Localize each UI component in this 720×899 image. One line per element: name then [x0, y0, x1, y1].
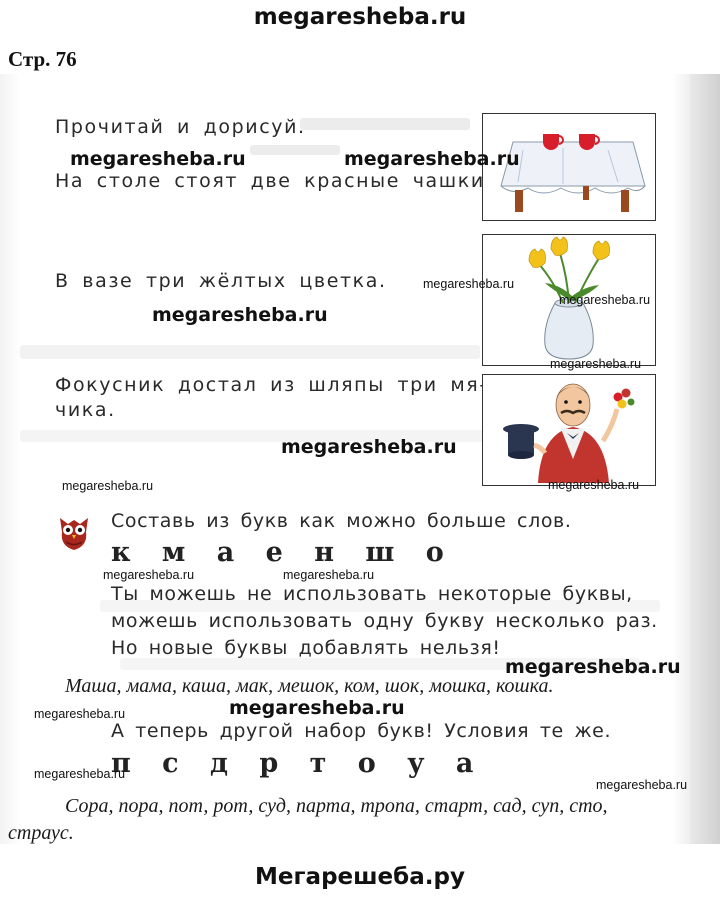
- watermark: megaresheba.ru: [229, 697, 405, 719]
- task1-sentence-magician-cont: чика.: [55, 399, 116, 421]
- watermark: megaresheba.ru: [550, 357, 642, 371]
- task2-rule-2: можешь использовать одну букву несколько раз.: [111, 610, 658, 632]
- task1-instruction: Прочитай и дорисуй.: [55, 116, 306, 138]
- task2-rule-1: Ты можешь не использовать некоторые буквы,: [111, 583, 633, 605]
- site-footer: Мегарешеба.ру: [255, 864, 465, 890]
- watermark: megaresheba.ru: [70, 148, 246, 170]
- task1-sentence-magician: Фокусник достал из шляпы три мя-: [55, 374, 488, 396]
- magician-picture: [482, 374, 656, 486]
- watermark: megaresheba.ru: [548, 478, 640, 492]
- watermark: megaresheba.ru: [62, 479, 154, 493]
- watermark: megaresheba.ru: [152, 304, 328, 326]
- watermark: megaresheba.ru: [283, 568, 375, 582]
- watermark: megaresheba.ru: [344, 148, 520, 170]
- page-label: Стр. 76: [8, 47, 77, 71]
- bleed-mark: [250, 145, 340, 155]
- watermark: megaresheba.ru: [559, 293, 651, 307]
- watermark: megaresheba.ru: [423, 277, 515, 291]
- page-shadow: [690, 74, 720, 844]
- watermark: megaresheba.ru: [596, 778, 688, 792]
- watermark: megaresheba.ru: [34, 707, 126, 721]
- owl-icon: [56, 512, 92, 552]
- task1-sentence-cups: На столе стоят две красные чашки.: [55, 170, 493, 192]
- watermark: megaresheba.ru: [103, 568, 195, 582]
- bleed-mark: [300, 118, 470, 130]
- answer-set-2-line2: страус.: [8, 822, 74, 844]
- watermark: megaresheba.ru: [281, 436, 457, 458]
- watermark: megaresheba.ru: [505, 656, 681, 678]
- letter-set-2: п с д р т о у а: [111, 748, 485, 779]
- answer-set-2-line1: Сора, пора, пот, рот, суд, парта, тропа, старт, сад, суп, сто,: [65, 795, 608, 817]
- task1-sentence-vase: В вазе три жёлтых цветка.: [55, 270, 387, 292]
- task2-next-instruction: А теперь другой набор букв! Условия те же.: [111, 720, 612, 742]
- task2-instruction: Составь из букв как можно больше слов.: [111, 510, 572, 532]
- bleed-mark: [20, 345, 480, 359]
- task2-rule-3: Но новые буквы добавлять нельзя!: [111, 637, 501, 659]
- watermark: megaresheba.ru: [34, 767, 126, 781]
- site-header: megaresheba.ru: [253, 4, 467, 30]
- answer-set-1: Маша, мама, каша, мак, мешок, ком, шок, мошка, кошка.: [65, 675, 554, 697]
- letter-set-1: к м а е н ш о: [111, 537, 455, 568]
